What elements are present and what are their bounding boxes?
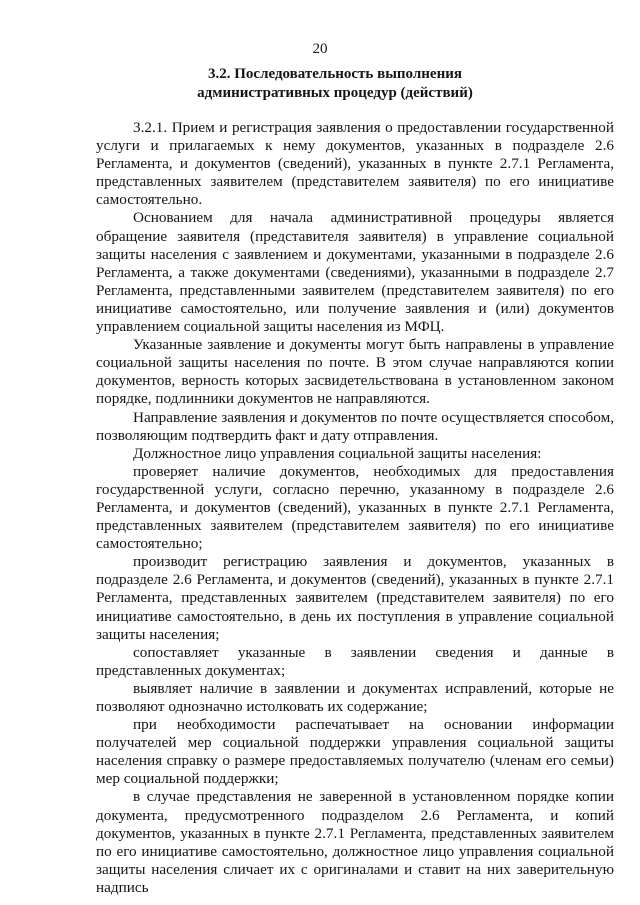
- list-item-detect-corrections: выявляет наличие в заявлении и документах исправлений, которые не позволяют однозначно истолковать их содержание;: [96, 679, 614, 715]
- body-text: [96, 119, 614, 897]
- list-item-print-certificate: при необходимости распечатывает на основании информации получателей мер социальной поддержки управления социальной защиты населения справку о размере предоставляемых получателю (членам его семьи) мер социальной поддержки;: [96, 716, 614, 788]
- paragraph-basis: Основанием для начала административной процедуры является обращение заявителя (представителя заявителя) в управление социальной защиты населения с заявлением и документами, указанными в подразделе 2.6 Регламента, а также документами (сведениями), указанными в подразделе 2.7 Регламента, представленными заявителем (представителем заявителя) по его инициативе самостоятельно, или получение заявления и (или) документов управлением социальной защиты населения из МФЦ.: [96, 209, 614, 336]
- list-item-register: производит регистрацию заявления и документов, указанных в подразделе 2.6 Регламента, и документов (сведений), указанных в пункте 2.7.1 Регламента, представленных заявителем (представителем заявителя) по его инициативе самостоятельно, в день их поступления в управление социальной защиты населения;: [96, 553, 614, 643]
- page-number: 20: [312, 41, 328, 57]
- paragraph-3-2-1: 3.2.1. Прием и регистрация заявления о предоставлении государственной услуги и прилагаемых к нему документов, указанных в подразделе 2.6 Регламента, и документов (сведений), указанных в пункте 2.7.1 Регламента, представленных заявителем (представителем заявителя) по его инициативе самостоятельно.: [96, 119, 614, 209]
- paragraph-official-intro: Должностное лицо управления социальной защиты населения:: [133, 444, 542, 462]
- section-title-line-2: административных процедур (действий): [197, 85, 473, 101]
- paragraph-mail-submission: Указанные заявление и документы могут быть направлены в управление социальной защиты населения по почте. В этом случае направляются копии документов, верность которых засвидетельствована в установленном законом порядке, подлинники документов не направляются.: [96, 336, 614, 408]
- list-item-verify-copies: в случае представления не заверенной в установленном порядке копии документа, предусмотренного подразделом 2.6 Регламента, и копий документов, указанных в пункте 2.7.1 Регламента, представленных заявителем по его инициативе самостоятельно, должностное лицо управления социальной защиты населения сличает их с оригиналами и ставит на них заверительную надпись: [96, 788, 614, 896]
- paragraph-mail-method: Направление заявления и документов по почте осуществляется способом, позволяющим подтвердить факт и дату отправления.: [96, 408, 614, 444]
- list-item-check-documents: проверяет наличие документов, необходимых для предоставления государственной услуги, согласно перечню, указанному в подразделе 2.6 Регламента, и документов (сведений), указанных в пункте 2.7.1 Регламента, представленных заявителем (представителем заявителя) по его инициативе самостоятельно;: [96, 462, 614, 553]
- list-item-compare: сопоставляет указанные в заявлении сведения и данные в представленных документах;: [96, 643, 614, 679]
- section-title-line-1: 3.2. Последовательность выполнения: [208, 66, 462, 82]
- section-title: [150, 65, 520, 103]
